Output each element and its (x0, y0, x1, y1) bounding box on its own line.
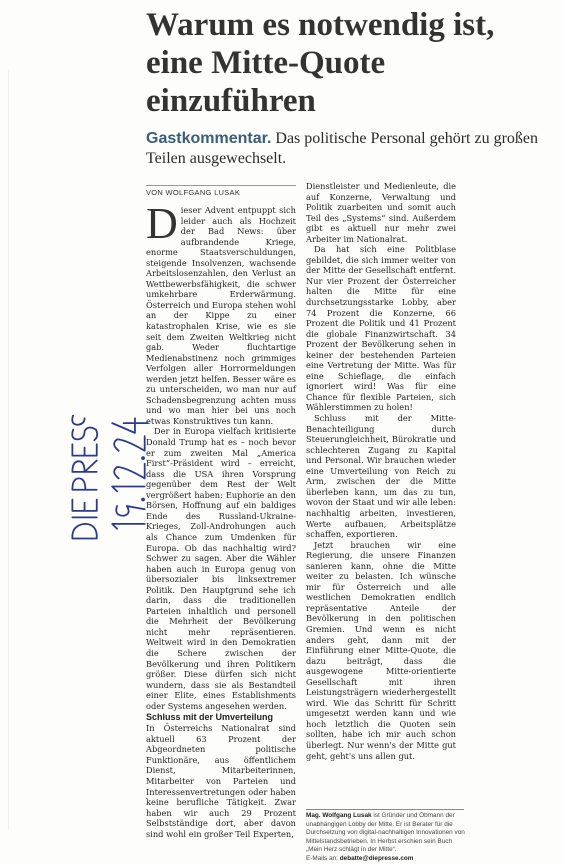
handwriting-drawing (33, 415, 193, 545)
bio-rule (306, 809, 464, 810)
paragraph-3-continued: Dienstleister und Medienleute, die auf Konzerne, Verwaltung und Politik zuarbeiten und somit auch Teil des „Systems“ sind. Außerdem gibt es aktuell nur mehr zwei Arbeiter im Nationalrat. (306, 181, 456, 244)
paragraph-3: In Österreichs Nationalrat sind aktuell 63 Prozent der Abgeordneten politische Funktionäre, aus öffentlichem Dienst, Mitarbeiterinnen, Mitarbeiter von Parteien und Interessenvertretungen oder haben keine berufliche Tätigkeit. Zwar haben wir auch 29 Prozent Selbstständige dort, aber davon sind wohl ein großer Teil Experten, (146, 723, 296, 839)
paragraph-4: Da hat sich eine Politblase gebildet, die sich immer weiter von der Mitte der Gesellschaft entfernt. Nur vier Prozent der Österreicher halten die Mitte für eine durchsetzungsstarke Lobby, aber 74 Prozent die Konzerne, 66 Prozent die Politik und 41 Prozent die globale Finanzwirtschaft. 34 Prozent der Bevölkerung sehen in keiner der bestehenden Parteien eine Vertretung der Mitte. Was für eine Schieflage, die einfach ignoriert wird! Was für eine Chance für flexible Parteien, sich Wählerstimmen zu holen! (306, 244, 456, 413)
byline-rule (146, 185, 296, 186)
dropcap: D (146, 199, 178, 248)
email-address: debatte@diepresse.com (339, 854, 414, 862)
paragraph-6: Jetzt brauchen wir eine Regierung, die unsere Finanzen sanieren kann, ohne die Mitte weiter zu belasten. Ich wünsche mir für Österreich und alle westlichen Demokratien endlich repräsentative Anteile der Bevölkerung in den politischen Gremien. Und wenn es nicht anders geht, dann mit der Einführung einer Mitte-Quote, die dazu beiträgt, dass die ausgewogene Mitte-orientierte Gesellschaft mit ihren Leistungsträgern wiederhergestellt wird. Wie das Schritt für Schritt umgesetzt werden kann und wie hoch letztlich die Quoten sein sollten, habe ich mir auch schon überlegt. Nur wenn's der Mitte gut geht, geht's uns allen gut. (306, 539, 456, 761)
kicker: Gastkommentar. (146, 130, 272, 147)
standfirst-text: Das politische Personal gehört zu großen Teilen ausgewechselt. (146, 130, 538, 167)
paragraph-2: Der in Europa vielfach kritisierte Donald Trump hat es – noch bevor er zum zweiten Mal „America First“-Präsident wird – erreicht, dass die USA ihren Vorsprung gegenüber dem Rest der Welt vergrößert haben: Euphorie an den Börsen, Hoffnung auf ein baldiges Ende des Russland-Ukraine-Krieges, Zoll-Androhungen auch als Chance zum Umdenken für Europa. Ob das nachhaltig wird? Schwer zu sagen. Aber die Wähler haben auch in Europa genug von übersozialer bis linksextremer Politik. Den Hauptgrund sehe ich darin, dass die traditionellen Parteien inhaltlich und personell die Mehrheit der Bevölkerung nicht mehr repräsentieren. Weltweit wird in den Demokratien die Schere zwischen der Bevölkerung und ihren Politikern größer. Diese dürfen sich nicht wundern, dass sie als Bestandteil einer Elite, eines Establishments oder Systems angesehen werden. (146, 426, 296, 711)
standfirst (146, 129, 556, 169)
headline: Warum es notwendig ist, eine Mitte-Quote einzuführen (146, 7, 495, 119)
byline: VON WOLFGANG LUSAK (146, 188, 241, 197)
lead-text: ieser Advent entpuppt sich leider auch als Hochzeit der Bad News: über aufbrandende Kriege, enorme Staatsverschuldungen, steigende Insolvenzen, wachsende Arbeitslosenzahlen, den Verlust an Wettbewerbsfähigkeit, die schwer umkehrbare Erderwärmung. Österreich und Europa stehen wohl an der Kippe zu einer katastrophalen Krise, wie es sie seit dem Zweiten Weltkrieg nicht gab. Weder fluchtartige Medienabstinenz noch grimmiges Verfolgen aller Horrormeldungen werden jetzt helfen. Besser wäre es zu unterscheiden, wo man nur auf Schadensbegrenzung achten muss und wo man hier bei uns noch etwas Konstruktives tun kann. (146, 205, 296, 426)
column-right (306, 181, 456, 761)
author-bio-text: ist Gründer und Obmann der unabhängigen Lobby der Mitte. Er ist Berater für die Durchsetzung von digital-nachhaltigen Innovationen von Mittelstandsbetrieben. In Herbst erschien sein Buch „Mein Herz schlägt in der Mitte“. (306, 812, 465, 854)
lead-paragraph (146, 199, 296, 426)
subheading: Schluss mit der Umverteilung (146, 712, 274, 723)
author-name: Mag. Wolfgang Lusak (306, 812, 372, 819)
scan-edge (8, 70, 9, 830)
handwritten-annotation (33, 415, 193, 545)
paragraph-5: Schluss mit der Mitte-Benachteiligung durch Steuerungleichheit, Bürokratie und schlechteren Zugang zu Kapital und Personal. Wir brauchen wieder eine Umverteilung von Reich zu Arm, zwischen der die Mitte überleben kann, um das zu tun, wovon der Staat und wir alle leben: nachhaltig arbeiten, investieren, Werte aufbauen, Arbeitsplätze schaffen, exportieren. (306, 413, 456, 540)
email-label: E-Mails an: (306, 854, 340, 862)
author-bio (306, 812, 466, 864)
